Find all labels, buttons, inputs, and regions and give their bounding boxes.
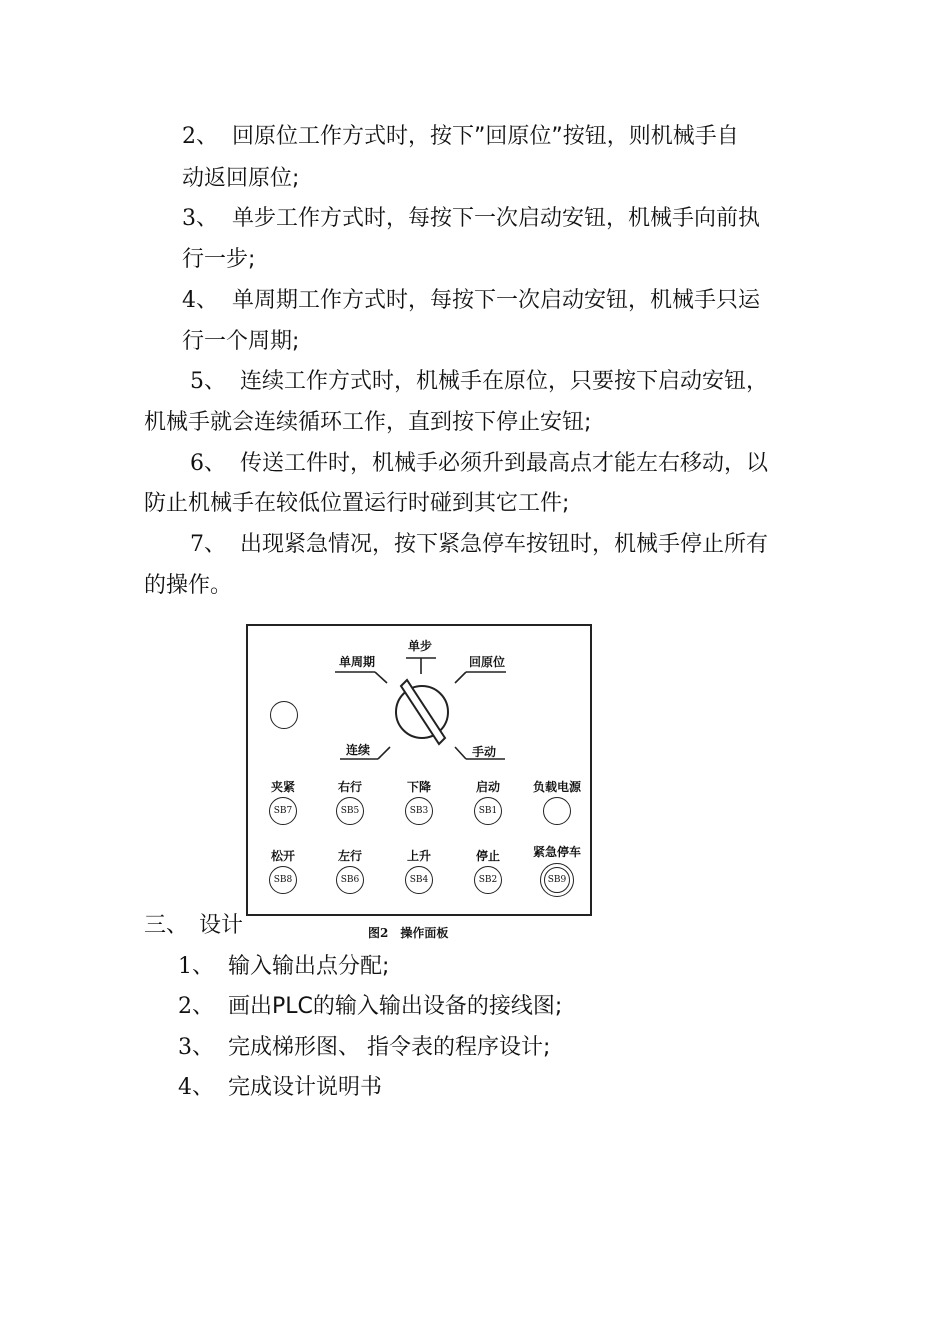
list-item-6-line2: 防止机械手在较低位置运行时碰到其它工件;: [144, 491, 570, 516]
button-sb6: SB6: [336, 866, 364, 894]
label-move-left: 左行: [337, 849, 363, 863]
button-sb3: SB3: [405, 797, 433, 825]
mode-label-home: 回原位: [468, 655, 506, 669]
figure-caption: 图2 操作面板: [368, 926, 449, 940]
button-sb8: SB8: [269, 866, 297, 894]
button-sb1: SB1: [474, 797, 502, 825]
list-item-4-line1: 4、 单周期工作方式时，每按下一次启动安钮，机械手只运: [182, 288, 761, 313]
indicator-lamp: [270, 701, 298, 729]
mode-label-single-cycle: 单周期: [338, 655, 376, 669]
design-item-1: 1、 输入输出点分配;: [178, 954, 390, 979]
mode-label-single-step: 单步: [407, 639, 433, 653]
mode-label-continuous: 连续: [345, 743, 371, 757]
design-item-3: 3、 完成梯形图、 指令表的程序设计;: [178, 1035, 551, 1060]
list-item-3-line1: 3、 单步工作方式时，每按下一次启动安钮，机械手向前执: [182, 206, 761, 231]
design-item-2: 2、 画出PLC的输入输出设备的接线图;: [178, 994, 563, 1019]
label-stop: 停止: [475, 849, 501, 863]
button-sb7: SB7: [269, 797, 297, 825]
label-load-power: 负载电源: [532, 780, 582, 794]
list-item-7-line1: 7、 出现紧急情况，按下紧急停车按钮时，机械手停止所有: [190, 532, 769, 557]
list-item-3-line2: 行一步;: [182, 247, 256, 272]
label-move-right: 右行: [337, 780, 363, 794]
mode-label-manual: 手动: [471, 745, 497, 759]
button-sb5: SB5: [336, 797, 364, 825]
list-item-5-line2: 机械手就会连续循环工作，直到按下停止安钮;: [144, 410, 592, 435]
button-sb9-label: SB9: [544, 867, 570, 893]
label-ascend: 上升: [406, 849, 432, 863]
section-heading: 三、 设计: [144, 913, 244, 938]
button-sb2: SB2: [474, 866, 502, 894]
label-emergency-stop: 紧急停车: [532, 845, 582, 859]
list-item-2-line2: 动返回原位;: [182, 166, 300, 191]
button-sb4: SB4: [405, 866, 433, 894]
list-item-4-line2: 行一个周期;: [182, 329, 300, 354]
list-item-5-line1: 5、 连续工作方式时，机械手在原位，只要按下启动安钮，: [190, 369, 769, 394]
label-descend: 下降: [406, 780, 432, 794]
list-item-7-line2: 的操作。: [144, 573, 233, 598]
load-power-lamp: [543, 797, 571, 825]
label-start: 启动: [475, 780, 501, 794]
label-clamp: 夹紧: [270, 780, 296, 794]
list-item-6-line1: 6、 传送工件时，机械手必须升到最高点才能左右移动，以: [190, 451, 769, 476]
design-item-4: 4、 完成设计说明书: [178, 1075, 383, 1100]
button-sb9-emergency: [540, 863, 574, 897]
label-release: 松开: [270, 849, 296, 863]
list-item-2-line1: 2、 回原位工作方式时，按下”回原位”按钮，则机械手自: [182, 124, 739, 149]
